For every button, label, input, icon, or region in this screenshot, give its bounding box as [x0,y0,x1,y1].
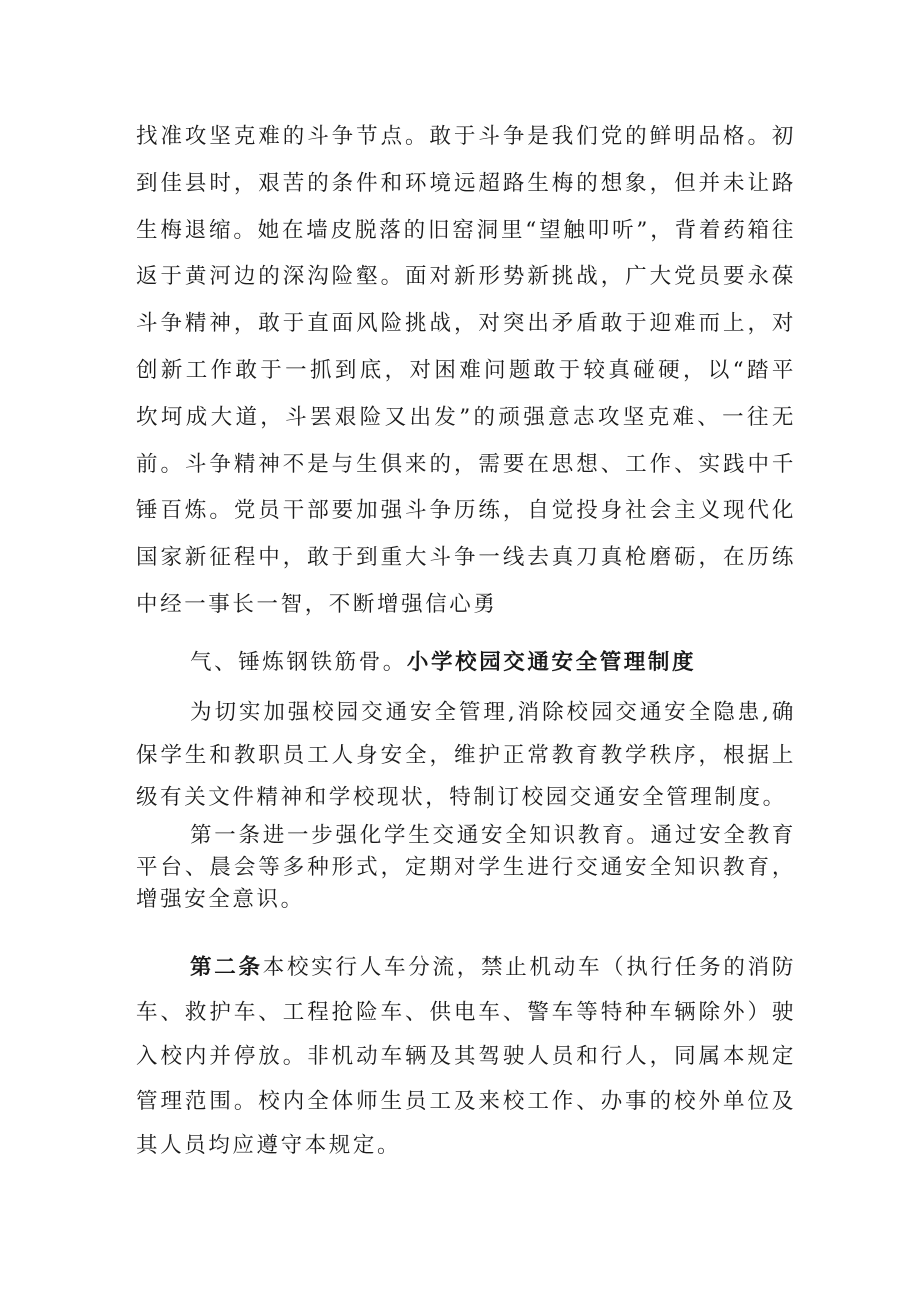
paragraph-title-line [190,646,810,680]
paragraph-struggle-spirit: 找准攻坚克难的斗争节点。敢于斗争是我们党的鲜明品格。初到佳县时，艰苦的条件和环境远超路生梅的想象，但并未让路生梅退缩。她在墙皮脱落的旧窑洞里“望触叩听”，背着药箱往返于黄河边的深沟险壑。面对新形势新挑战，广大党员要永葆斗争精神，敢于直面风险挑战，对突出矛盾敢于迎难而上，对创新工作敢于一抓到底，对困难问题敢于较真碰硬，以“踏平坎坷成大道，斗罢艰险又出发”的顽强意志攻坚克难、一往无前。斗争精神不是与生俱来的，需要在思想、工作、实践中千锤百炼。党员干部要加强斗争历练，自觉投身社会主义现代化国家新征程中，敢于到重大斗争一线去真刀真枪磨砺，在历练中经一事长一智，不断增强信心勇 [136,124,796,617]
article-2-body: 本校实行人车分流，禁止机动车（执行任务的消防车、救护车、工程抢险车、供电车、警车等特种车辆除外）驶入校内并停放。非机动车辆及其驾驶人员和行人，同属本规定管理范围。校内全体师生员工及来校工作、办事的校外单位及其人员均应遵守本规定。 [136,955,797,1158]
article-2-heading: 第二条 [190,955,263,980]
document-title: 小学校园交通安全管理制度 [406,650,697,675]
paragraph-article-2 [136,946,796,1169]
paragraph-intro: 为切实加强校园交通安全管理,消除校园交通安全隐患,确保学生和教职员工人身安全，维护正常教育教学秩序，根据上级有关文件精神和学校现状，特制订校园交通安全管理制度。 [136,700,796,810]
paragraph-article-1: 第一条进一步强化学生交通安全知识教育。通过安全教育平台、晨会等多种形式，定期对学生进行交通安全知识教育，增强安全意识。 [136,823,796,912]
paragraph-ending-text: 气、锤炼钢铁筋骨。 [190,650,407,675]
